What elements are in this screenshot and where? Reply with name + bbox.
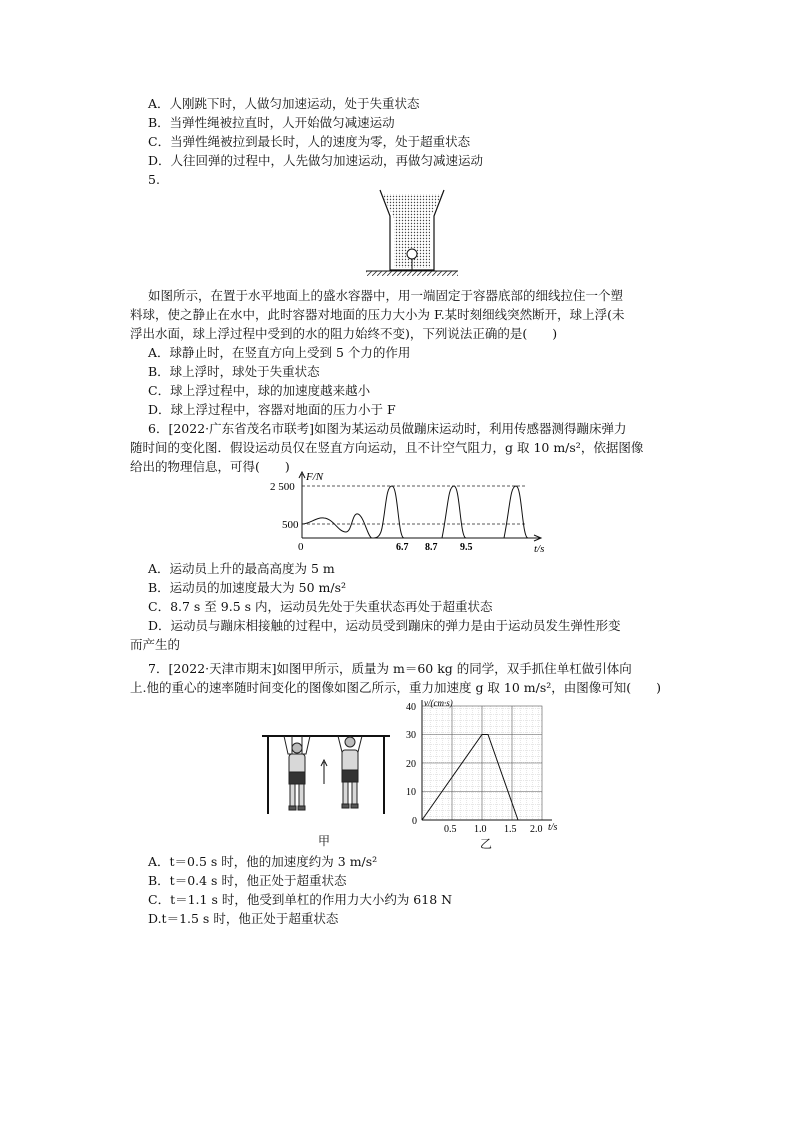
q6-stem-line2: 随时间的变化图．假设运动员仅在竖直方向运动，且不计空气阻力，g 取 10 m/s²，依据图像 [130, 440, 644, 455]
y-tick-500: 500 [282, 519, 299, 531]
y-axis-label: v/(cm·s) [424, 698, 453, 708]
q5-number: 5. [148, 172, 160, 187]
arrow-up [321, 760, 327, 784]
pullup-illustration [258, 728, 394, 818]
q7-option-b: B．t＝0.4 s 时，他正处于超重状态 [148, 873, 347, 888]
plastic-ball [407, 249, 417, 259]
figure-label-left: 甲 [318, 834, 331, 848]
y-tick-20: 20 [406, 759, 416, 770]
y-tick-30: 30 [406, 730, 416, 741]
figure-label-right: 乙 [480, 837, 493, 851]
x-axis-label: t/s [548, 822, 558, 833]
x-tick-6.7: 6.7 [396, 542, 409, 553]
q4-option-b: B．当弹性绳被拉直时，人开始做匀减速运动 [148, 115, 395, 130]
q5-stem-line2: 料球，使之静止在水中，此时容器对地面的压力大小为 F.某时刻细线突然断开，球上浮(未 [130, 307, 625, 322]
velocity-time-graph [394, 696, 562, 836]
q7-option-c: C．t＝1.1 s 时，他受到单杠的作用力大小约为 618 N [148, 892, 453, 907]
x-tick-8.7: 8.7 [425, 542, 438, 553]
container-figure [362, 186, 462, 278]
q4-option-c: C．当弹性绳被拉到最长时，人的速度为零，处于超重状态 [148, 134, 471, 149]
force-time-graph [264, 468, 564, 558]
q4-option-d: D．人往回弹的过程中，人先做匀加速运动，再做匀减速运动 [148, 153, 484, 168]
x-tick-1.5: 1.5 [504, 824, 517, 835]
y-tick-40: 40 [406, 702, 416, 713]
q7-option-a: A．t＝0.5 s 时，他的加速度约为 3 m/s² [148, 854, 378, 869]
q6-option-d: D．运动员与蹦床相接触的过程中，运动员受到蹦床的弹力是由于运动员发生弹性形变 [148, 618, 621, 633]
q6-stem-line3: 给出的物理信息，可得( ) [130, 459, 290, 474]
x-axis-label: t/s [534, 543, 545, 555]
y-tick-10: 10 [406, 787, 416, 798]
q7-option-d: D.t＝1.5 s 时，他正处于超重状态 [148, 911, 339, 926]
y-axis-label: F/N [306, 471, 324, 483]
q6-option-d-cont: 而产生的 [130, 637, 181, 652]
x-tick-1.0: 1.0 [474, 824, 487, 835]
x-tick-9.5: 9.5 [460, 542, 473, 553]
y-tick-0: 0 [412, 816, 417, 827]
ground-hatch [366, 271, 458, 276]
force-curve [302, 486, 528, 538]
q5-stem-line1: 如图所示，在置于水平地面上的盛水容器中，用一端固定于容器底部的细线拉住一个塑 [148, 288, 624, 303]
x-tick-0: 0 [298, 541, 304, 553]
q5-option-d: D．球上浮过程中，容器对地面的压力小于 F [148, 402, 396, 417]
q6-stem-line1: 6．[2022·广东省茂名市联考]如图为某运动员做蹦床运动时，利用传感器测得蹦床弹力 [148, 421, 627, 436]
q7-stem-line2: 上.他的重心的速率随时间变化的图像如图乙所示，重力加速度 g 取 10 m/s²，由图像可知( ) [130, 680, 662, 695]
q5-stem-line3: 浮出水面，球上浮过程中受到的水的阻力始终不变)，下列说法正确的是( ) [130, 326, 558, 341]
y-tick-2500: 2 500 [270, 481, 295, 493]
q5-option-b: B．球上浮时，球处于失重状态 [148, 364, 320, 379]
q6-option-b: B．运动员的加速度最大为 50 m/s² [148, 580, 347, 595]
x-tick-0.5: 0.5 [444, 824, 457, 835]
q7-stem-line1: 7．[2022·天津市期末]如图甲所示，质量为 m＝60 kg 的同学，双手抓住单杠做引体向 [148, 661, 632, 676]
x-tick-2.0: 2.0 [530, 824, 543, 835]
q5-option-a: A．球静止时，在竖直方向上受到 5 个力的作用 [148, 345, 411, 360]
person-hanging [338, 736, 362, 808]
q6-option-a: A．运动员上升的最高高度为 5 m [148, 561, 335, 576]
person-raised [284, 736, 310, 810]
q4-option-a: A．人刚跳下时，人做匀加速运动，处于失重状态 [148, 96, 420, 111]
q6-option-c: C．8.7 s 至 9.5 s 内，运动员先处于失重状态再处于超重状态 [148, 599, 493, 614]
q5-option-c: C．球上浮过程中，球的加速度越来越小 [148, 383, 371, 398]
